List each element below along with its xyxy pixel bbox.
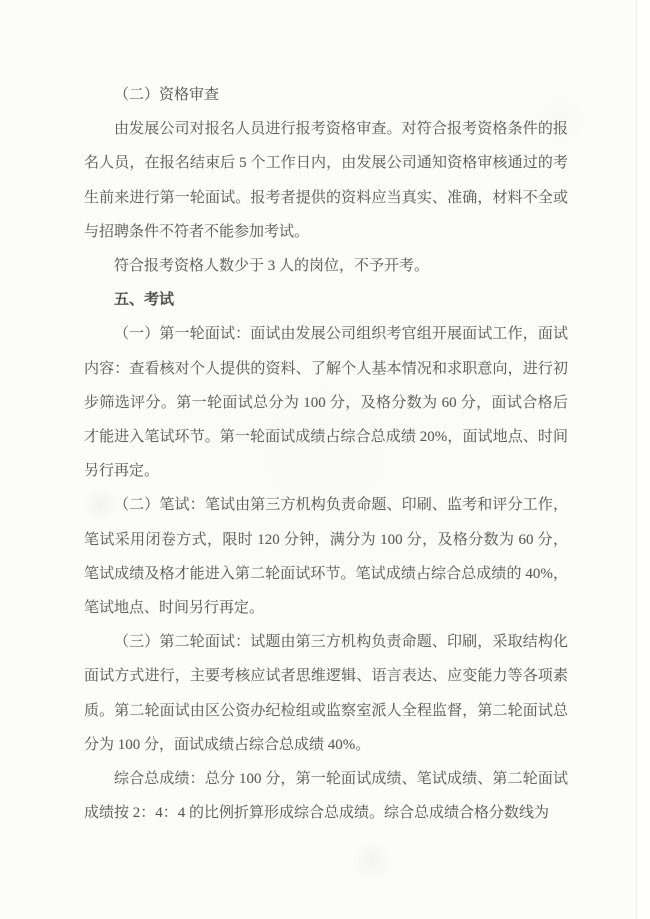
- para-written-test: （二）笔试：笔试由第三方机构负责命题、印刷、监考和评分工作，笔试采用闭卷方式，限时 120 分钟，满分为 100 分，及格分数为 60 分，笔试成绩及格才能进入第二轮面试环节。笔试成绩占综合总成绩的 40%，笔试地点、时间另行再定。: [84, 497, 568, 617]
- scan-edge-line: [636, 0, 637, 919]
- para-qualification-review-body: 由发展公司对报名人员进行报考资格审查。对符合报考资格条件的报名人员，在报名结束后 5 个工作日内，由发展公司通知资格审核通过的考生前来进行第一轮面试。报考者提供的资料应当真实、准确，材料不全或与招聘条件不符者不能参加考试。: [84, 121, 568, 240]
- section-heading-exam: 五、考试: [114, 292, 175, 309]
- para-second-round-interview: （三）第二轮面试：试题由第三方机构负责命题、印刷，采取结构化面试方式进行，主要考核应试者思维逻辑、语言表达、应变能力等各项素质。第二轮面试由区公资办纪检组或监察室派人全程监督，第二轮面试总分为 100 分，面试成绩占综合总成绩 40%。: [84, 634, 568, 753]
- para-minimum-applicants-rule: 符合报考资格人数少于 3 人的岗位，不予开考。: [114, 258, 430, 275]
- para-first-round-interview: （一）第一轮面试：面试由发展公司组织考官组开展面试工作，面试内容：查看核对个人提供的资料、了解个人基本情况和求职意向，进行初步筛选评分。第一轮面试总分为 100 分，及格分数为 60 分，面试合格后才能进入笔试环节。第一轮面试成绩占综合总成绩 20%，面试地点、时间另行再定。: [84, 326, 568, 480]
- para-overall-score: 综合总成绩：总分 100 分，第一轮面试成绩、笔试成绩、第二轮面试成绩按 2：4：4 的比例折算形成综合总成绩。综合总成绩合格分数线为: [84, 771, 568, 822]
- document-body: [84, 78, 568, 830]
- para-qualification-review-heading: （二）资格审查: [114, 87, 220, 103]
- scan-edge-highlight: [637, 0, 650, 919]
